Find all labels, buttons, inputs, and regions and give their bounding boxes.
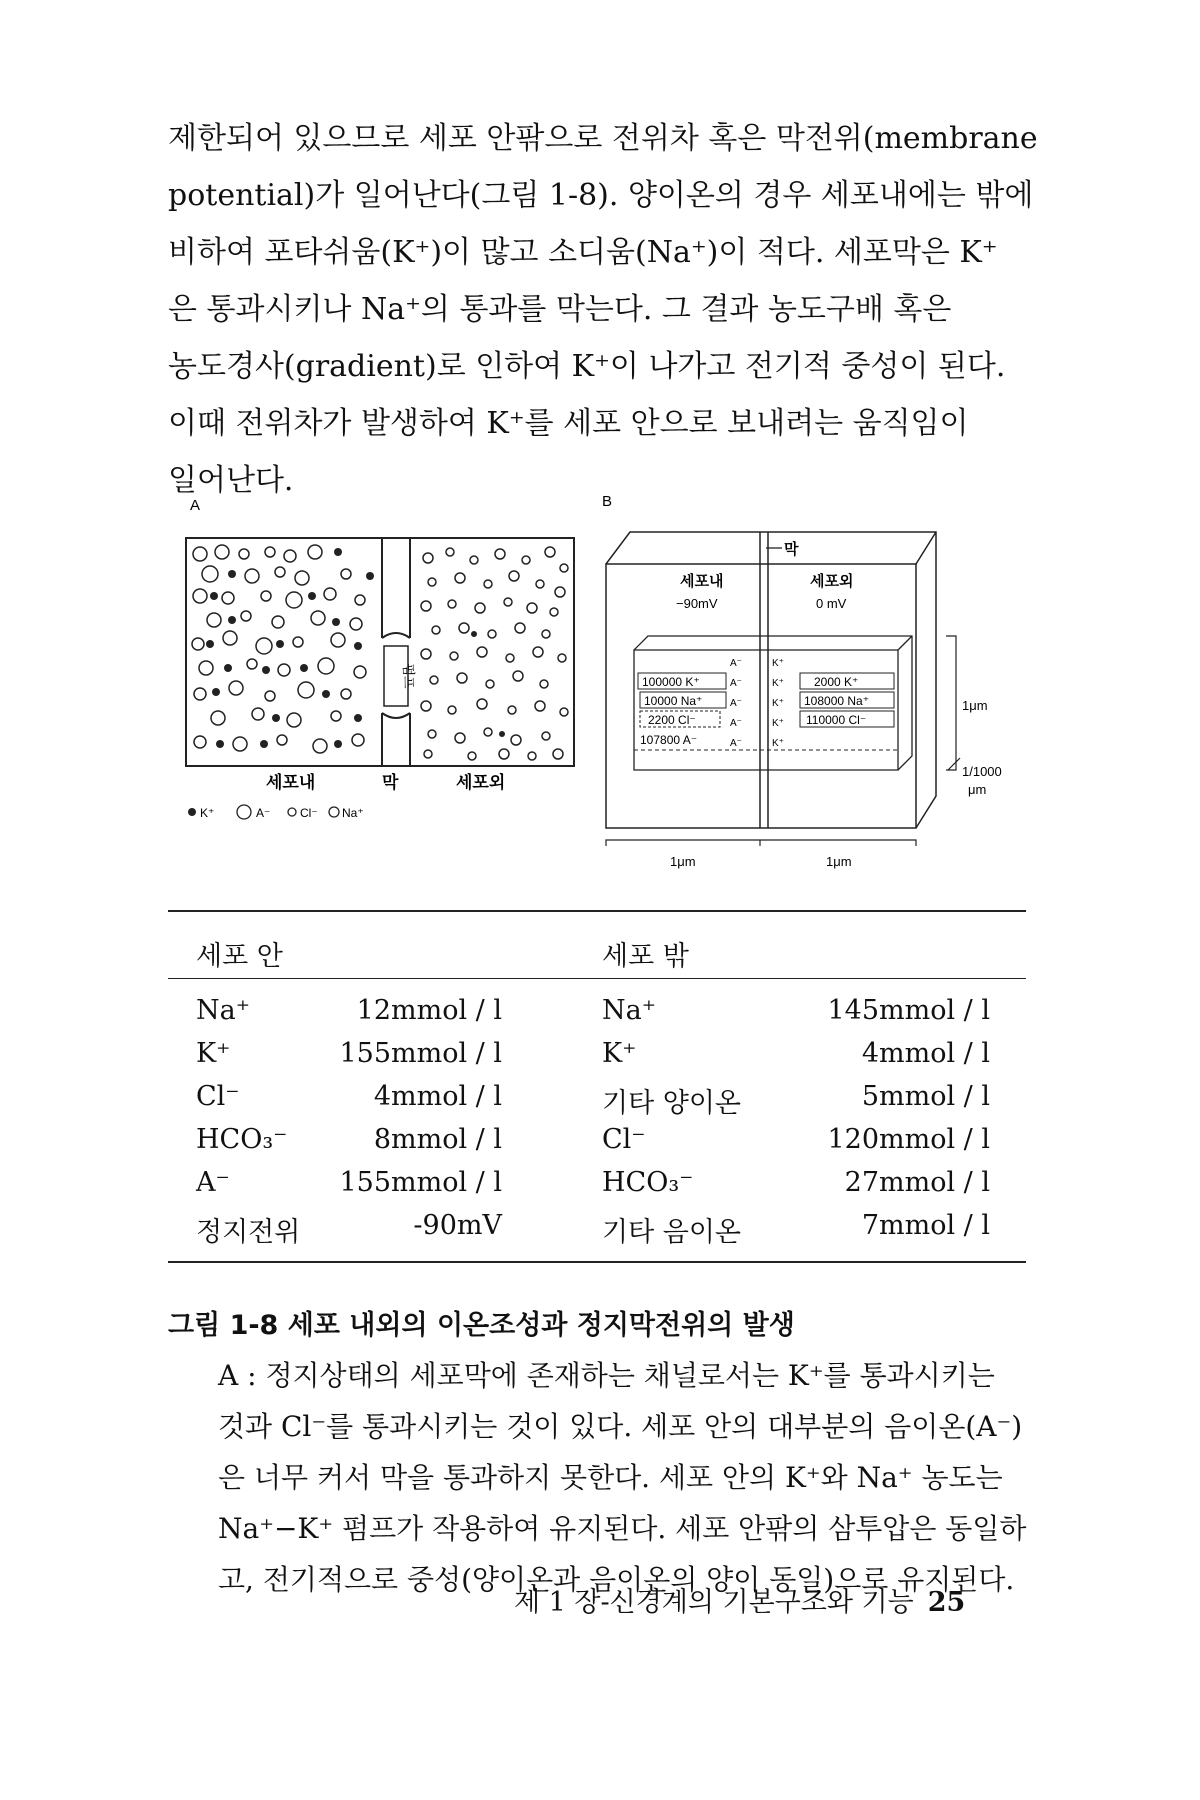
legend-cl: Cl⁻ xyxy=(300,806,318,820)
inside-value: 4mmol / l xyxy=(373,1081,502,1112)
table-row xyxy=(168,989,1026,1032)
svg-text:K⁺: K⁺ xyxy=(772,738,784,749)
chapter-title: 제 1 장-신경계의 기본구조와 기능 xyxy=(514,1587,914,1618)
inside-value: 155mmol / l xyxy=(339,1167,502,1198)
legend-na: Na⁺ xyxy=(342,806,364,820)
table-row xyxy=(168,1204,1026,1247)
svg-text:K⁺: K⁺ xyxy=(772,678,784,689)
outside-cl: 110000 Cl⁻ xyxy=(806,713,867,727)
body-line: 은 통과시키나 Na⁺의 통과를 막는다. 그 결과 농도구배 혹은 xyxy=(168,292,952,327)
caption-line: 고, 전기적으로 중성(양이온과 음이온의 양이 동일)으로 유지된다. xyxy=(218,1563,1015,1596)
figure-a-membrane-label: 막 xyxy=(382,773,399,792)
inside-ion: Na⁺ xyxy=(196,995,250,1026)
depth-label: 1/1000 xyxy=(962,764,1002,779)
table-row xyxy=(168,1032,1026,1075)
svg-text:K⁺: K⁺ xyxy=(772,658,784,669)
outside-na: 108000 Na⁺ xyxy=(804,694,870,708)
width-bracket xyxy=(606,840,916,846)
height-label: 1μm xyxy=(962,698,988,713)
inside-ion: K⁺ xyxy=(196,1038,231,1069)
inside-value: 8mmol / l xyxy=(373,1124,502,1155)
caption-line: Na⁺−K⁺ 펌프가 작용하여 유지된다. 세포 안팎의 삼투압은 동일하 xyxy=(218,1512,1027,1545)
ion-table xyxy=(168,910,1026,1263)
width-right-label: 1μm xyxy=(826,854,852,869)
figure-a-inside-label: 세포내 xyxy=(266,773,316,792)
figure-a-outside-label: 세포외 xyxy=(456,773,506,792)
outside-title: 세포외 xyxy=(810,573,854,590)
svg-text:A⁻: A⁻ xyxy=(730,698,742,709)
table-bottom-rule xyxy=(168,1261,1026,1263)
figure-a-label: A xyxy=(190,497,201,514)
legend-a: A⁻ xyxy=(256,806,271,820)
ions-inside xyxy=(192,545,366,753)
figure-b-label: B xyxy=(602,493,613,510)
outside-value: 145mmol / l xyxy=(827,995,990,1026)
figure-a xyxy=(170,488,590,828)
depth-unit: μm xyxy=(968,782,987,797)
inner-slab xyxy=(634,650,898,770)
outside-ion: 기타 음이온 xyxy=(602,1217,741,1248)
inside-value: -90mV xyxy=(413,1210,502,1241)
ions-outside xyxy=(421,547,568,760)
body-paragraph xyxy=(168,110,1038,509)
legend-k: K⁺ xyxy=(200,806,215,820)
membrane-wall xyxy=(382,538,410,766)
body-line: potential)가 일어난다(그림 1-8). 양이온의 경우 세포내에는 밖에 xyxy=(168,178,1034,213)
body-line: 제한되어 있으므로 세포 안팎으로 전위차 혹은 막전위(membrane xyxy=(168,121,1038,156)
k-ions-outside xyxy=(471,631,505,737)
svg-text:A⁻: A⁻ xyxy=(730,678,742,689)
svg-text:A⁻: A⁻ xyxy=(730,658,742,669)
inside-title: 세포내 xyxy=(680,573,724,590)
figure-caption xyxy=(218,1350,1027,1605)
body-line: 이때 전위차가 발생하여 K⁺를 세포 안으로 보내려는 움직임이 xyxy=(168,406,969,441)
outside-ion: 기타 양이온 xyxy=(602,1088,741,1119)
inside-k: 100000 K⁺ xyxy=(642,675,700,689)
body-line: 농도경사(gradient)로 인하여 K⁺이 나가고 전기적 중성이 된다. xyxy=(168,349,1006,384)
outside-ion: HCO₃⁻ xyxy=(602,1167,694,1198)
figure-caption-title: 그림 1-8 세포 내외의 이온조성과 정지막전위의 발생 xyxy=(168,1310,795,1341)
inside-value: 12mmol / l xyxy=(356,995,502,1026)
legend-a-icon xyxy=(237,805,251,819)
inside-cl: 2200 Cl⁻ xyxy=(648,713,696,727)
inside-ion: 정지전위 xyxy=(196,1217,301,1248)
header-inside: 세포 안 xyxy=(196,941,283,972)
outside-k: 2000 K⁺ xyxy=(814,675,859,689)
svg-text:K⁺: K⁺ xyxy=(772,698,784,709)
table-row xyxy=(168,1161,1026,1204)
svg-text:A⁻: A⁻ xyxy=(730,718,742,729)
table-header xyxy=(168,912,1026,978)
caption-line: A : 정지상태의 세포막에 존재하는 채널로서는 K⁺를 통과시키는 xyxy=(218,1359,995,1392)
outside-ion: Na⁺ xyxy=(602,995,656,1026)
inside-a: 107800 A⁻ xyxy=(640,733,698,747)
figure-b-membrane-label: 막 xyxy=(784,541,799,558)
cell-box xyxy=(186,538,574,766)
body-line: 비하여 포타쉬움(K⁺)이 많고 소디움(Na⁺)이 적다. 세포막은 K⁺ xyxy=(168,235,998,270)
membrane-anion-marks xyxy=(730,658,742,749)
table-body xyxy=(168,979,1026,1261)
membrane-plane xyxy=(760,532,768,828)
legend-k-icon xyxy=(188,808,196,816)
caption-line: 은 너무 커서 막을 통과하지 못한다. 세포 안의 K⁺와 Na⁺ 농도는 xyxy=(218,1461,1003,1494)
inside-potential: −90mV xyxy=(676,596,718,611)
outside-ion: Cl⁻ xyxy=(602,1124,646,1155)
membrane-cation-marks xyxy=(772,658,784,749)
header-outside: 세포 밖 xyxy=(602,941,689,972)
outside-ion: K⁺ xyxy=(602,1038,637,1069)
figure-a-legend xyxy=(188,805,364,820)
svg-text:A⁻: A⁻ xyxy=(730,738,742,749)
depth-tick xyxy=(948,758,960,770)
height-bracket xyxy=(946,636,956,770)
legend-na-icon xyxy=(329,807,339,817)
inside-ion: Cl⁻ xyxy=(196,1081,240,1112)
table-row xyxy=(168,1118,1026,1161)
svg-text:K⁺: K⁺ xyxy=(772,718,784,729)
outside-value: 5mmol / l xyxy=(861,1081,990,1112)
body-line: 일어난다. xyxy=(168,463,294,498)
outside-value: 4mmol / l xyxy=(861,1038,990,1069)
page-number: 25 xyxy=(927,1587,966,1618)
outside-potential: 0 mV xyxy=(816,596,847,611)
width-left-label: 1μm xyxy=(670,854,696,869)
caption-line: 것과 Cl⁻를 통과시키는 것이 있다. 세포 안의 대부분의 음이온(A⁻) xyxy=(218,1410,1023,1443)
legend-cl-icon xyxy=(288,808,296,816)
inside-value: 155mmol / l xyxy=(339,1038,502,1069)
outside-value: 7mmol / l xyxy=(861,1210,990,1241)
inside-ion: HCO₃⁻ xyxy=(196,1124,288,1155)
outside-value: 27mmol / l xyxy=(844,1167,990,1198)
inside-na: 10000 Na⁺ xyxy=(644,694,703,708)
outside-value: 120mmol / l xyxy=(827,1124,990,1155)
table-row xyxy=(168,1075,1026,1118)
inside-ion: A⁻ xyxy=(196,1167,230,1198)
page-footer xyxy=(514,1580,965,1619)
pump-label: 펌프 xyxy=(401,663,416,689)
figure-b xyxy=(600,488,1020,878)
